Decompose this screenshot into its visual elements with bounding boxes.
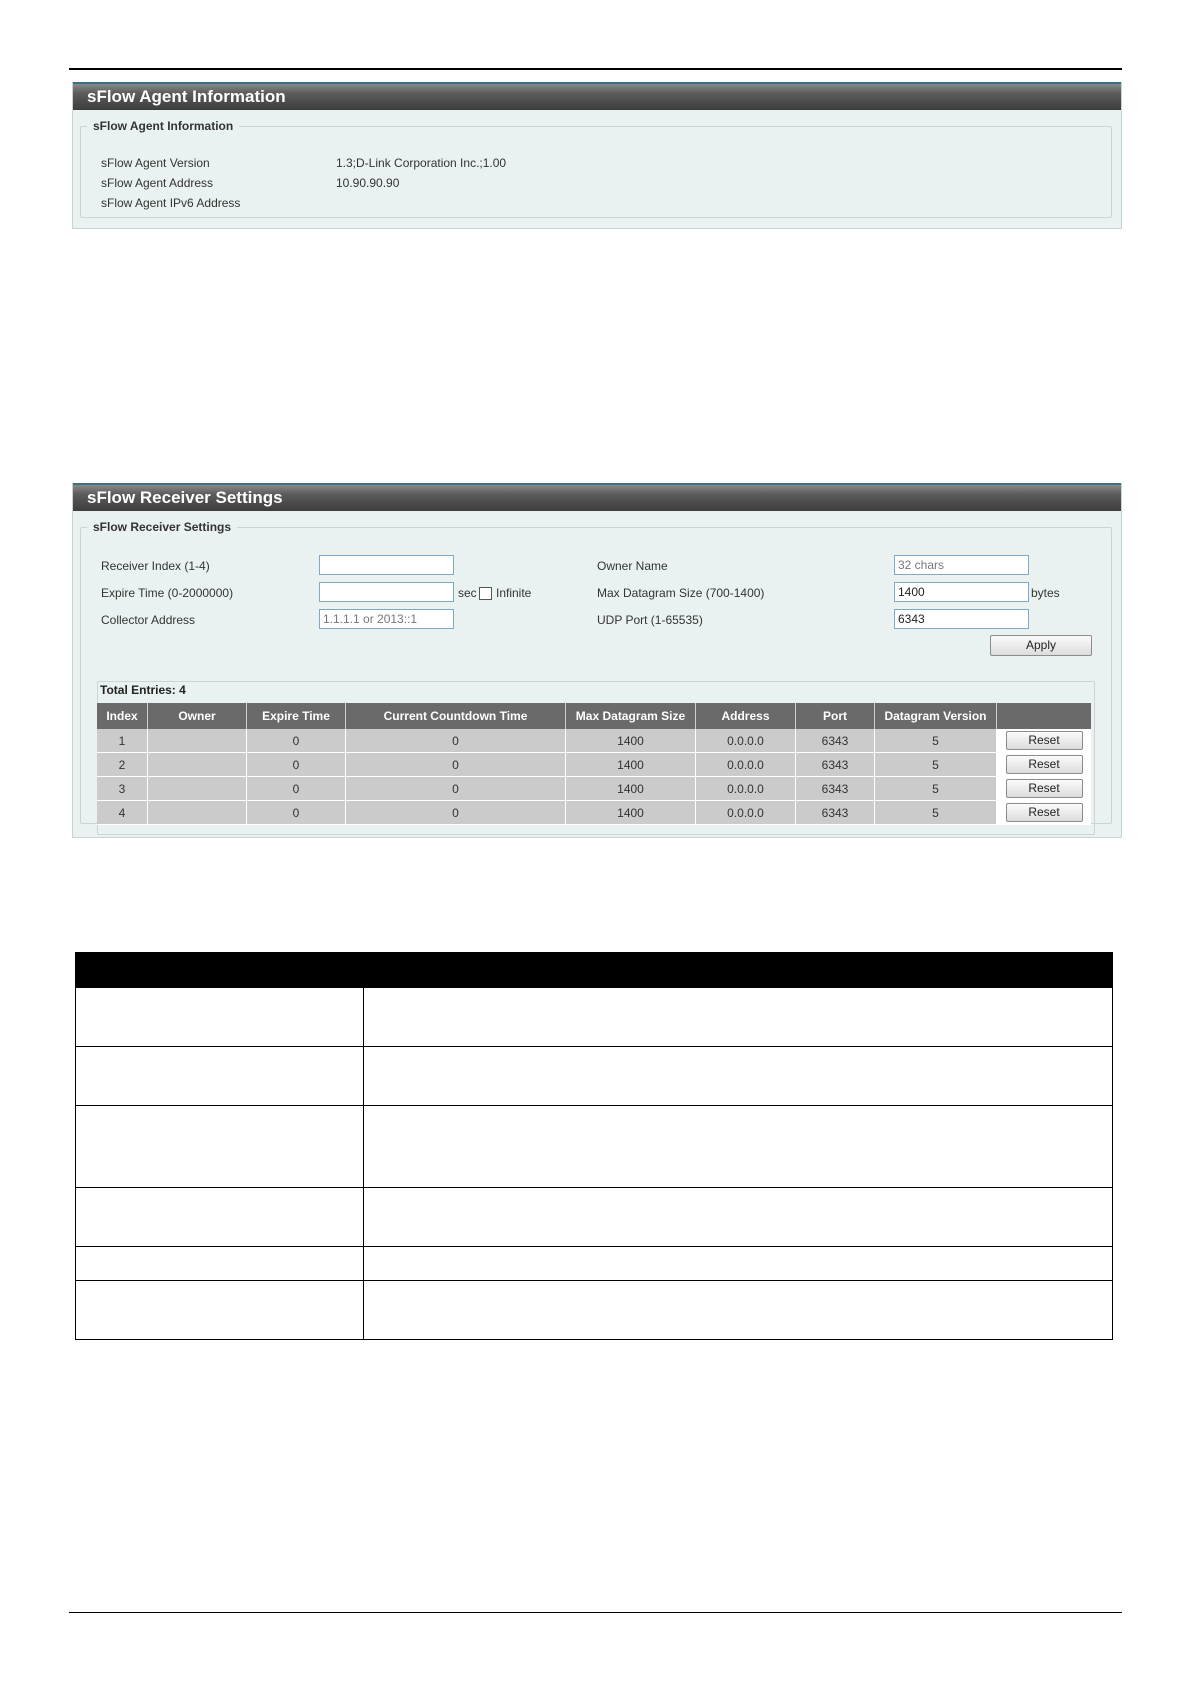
col-address-header: Address [696, 703, 796, 729]
receiver-settings-panel-title: sFlow Receiver Settings [73, 483, 1121, 511]
description-cell-parameter [76, 1047, 364, 1106]
collector-address-input[interactable] [319, 609, 454, 629]
cell-expire-time: 0 [247, 729, 346, 753]
cell-datagram-version: 5 [875, 753, 997, 777]
cell-datagram-version: 5 [875, 777, 997, 801]
description-cell-description [364, 1247, 1113, 1281]
cell-address: 0.0.0.0 [696, 777, 796, 801]
description-header-description [364, 953, 1113, 988]
infinite-checkbox[interactable] [479, 587, 492, 600]
cell-owner [148, 801, 247, 825]
cell-expire-time: 0 [247, 777, 346, 801]
cell-index: 4 [97, 801, 148, 825]
receiver-index-input[interactable] [319, 555, 454, 575]
receiver-table [97, 703, 1091, 825]
cell-max-datagram: 1400 [566, 777, 696, 801]
table-row [76, 1281, 1113, 1340]
col-expire-time-header: Expire Time [247, 703, 346, 729]
cell-action [997, 753, 1092, 777]
cell-address: 0.0.0.0 [696, 729, 796, 753]
cell-index: 1 [97, 729, 148, 753]
receiver-settings-panel [72, 483, 1122, 838]
col-countdown-header: Current Countdown Time [346, 703, 566, 729]
cell-countdown: 0 [346, 753, 566, 777]
udp-port-input[interactable] [894, 609, 1029, 629]
agent-address-label: sFlow Agent Address [101, 176, 214, 190]
cell-owner [148, 753, 247, 777]
cell-index: 3 [97, 777, 148, 801]
reset-button-2[interactable]: Reset [1006, 755, 1083, 774]
agent-info-panel-title: sFlow Agent Information [73, 82, 1121, 110]
agent-version-label: sFlow Agent Version [101, 156, 210, 170]
agent-version-value: 1.3;D-Link Corporation Inc.;1.00 [336, 156, 507, 170]
cell-max-datagram: 1400 [566, 729, 696, 753]
bottom-rule [69, 1612, 1122, 1613]
bytes-label: bytes [1031, 586, 1060, 600]
table-row [76, 1106, 1113, 1188]
col-owner-header: Owner [148, 703, 247, 729]
description-table [75, 952, 1113, 1340]
cell-index: 2 [97, 753, 148, 777]
description-cell-parameter [76, 1247, 364, 1281]
table-row [97, 777, 1091, 801]
cell-port: 6343 [796, 777, 875, 801]
agent-info-legend: sFlow Agent Information [93, 119, 234, 133]
max-datagram-size-label: Max Datagram Size (700-1400) [597, 586, 765, 600]
cell-action [997, 729, 1092, 753]
col-max-datagram-header: Max Datagram Size [566, 703, 696, 729]
reset-button-1[interactable]: Reset [1006, 731, 1083, 750]
cell-action [997, 777, 1092, 801]
expire-time-input[interactable] [319, 582, 454, 602]
sec-label: sec [458, 586, 477, 600]
table-row [76, 1047, 1113, 1106]
infinite-label: Infinite [496, 586, 532, 600]
col-datagram-version-header: Datagram Version [875, 703, 997, 729]
description-header-row [76, 953, 1113, 988]
cell-countdown: 0 [346, 729, 566, 753]
col-index-header: Index [97, 703, 148, 729]
cell-owner [148, 729, 247, 753]
udp-port-label: UDP Port (1-65535) [597, 613, 703, 627]
table-row [76, 988, 1113, 1047]
collector-address-label: Collector Address [101, 613, 196, 627]
agent-info-panel [72, 82, 1122, 229]
cell-port: 6343 [796, 729, 875, 753]
receiver-index-label: Receiver Index (1-4) [101, 559, 210, 573]
table-row [97, 729, 1091, 753]
cell-expire-time: 0 [247, 753, 346, 777]
col-port-header: Port [796, 703, 875, 729]
cell-owner [148, 777, 247, 801]
description-cell-parameter [76, 1281, 364, 1340]
description-header-parameter [76, 953, 364, 988]
table-row [76, 1247, 1113, 1281]
cell-address: 0.0.0.0 [696, 801, 796, 825]
description-cell-description [364, 1047, 1113, 1106]
cell-address: 0.0.0.0 [696, 753, 796, 777]
apply-button[interactable]: Apply [990, 635, 1092, 656]
cell-port: 6343 [796, 801, 875, 825]
owner-name-label: Owner Name [597, 559, 668, 573]
description-cell-parameter [76, 1106, 364, 1188]
cell-datagram-version: 5 [875, 801, 997, 825]
description-cell-description [364, 1188, 1113, 1247]
description-cell-description [364, 988, 1113, 1047]
max-datagram-size-input[interactable] [894, 582, 1029, 602]
cell-countdown: 0 [346, 801, 566, 825]
cell-max-datagram: 1400 [566, 753, 696, 777]
cell-max-datagram: 1400 [566, 801, 696, 825]
top-rule [69, 68, 1122, 70]
total-entries: Total Entries: 4 [100, 683, 186, 697]
cell-action [997, 801, 1092, 825]
agent-address-value: 10.90.90.90 [336, 176, 400, 190]
description-cell-parameter [76, 988, 364, 1047]
agent-ipv6-address-label: sFlow Agent IPv6 Address [101, 196, 241, 210]
expire-time-label: Expire Time (0-2000000) [101, 586, 234, 600]
owner-name-input[interactable] [894, 555, 1029, 575]
reset-button-3[interactable]: Reset [1006, 779, 1083, 798]
table-row [97, 753, 1091, 777]
table-row [97, 801, 1091, 825]
col-action-header [997, 703, 1092, 729]
receiver-table-header-row [97, 703, 1091, 729]
cell-countdown: 0 [346, 777, 566, 801]
receiver-settings-legend: sFlow Receiver Settings [93, 520, 232, 534]
reset-button-4[interactable]: Reset [1006, 803, 1083, 822]
cell-datagram-version: 5 [875, 729, 997, 753]
cell-expire-time: 0 [247, 801, 346, 825]
description-cell-description [364, 1281, 1113, 1340]
description-cell-parameter [76, 1188, 364, 1247]
cell-port: 6343 [796, 753, 875, 777]
table-row [76, 1188, 1113, 1247]
description-cell-description [364, 1106, 1113, 1188]
